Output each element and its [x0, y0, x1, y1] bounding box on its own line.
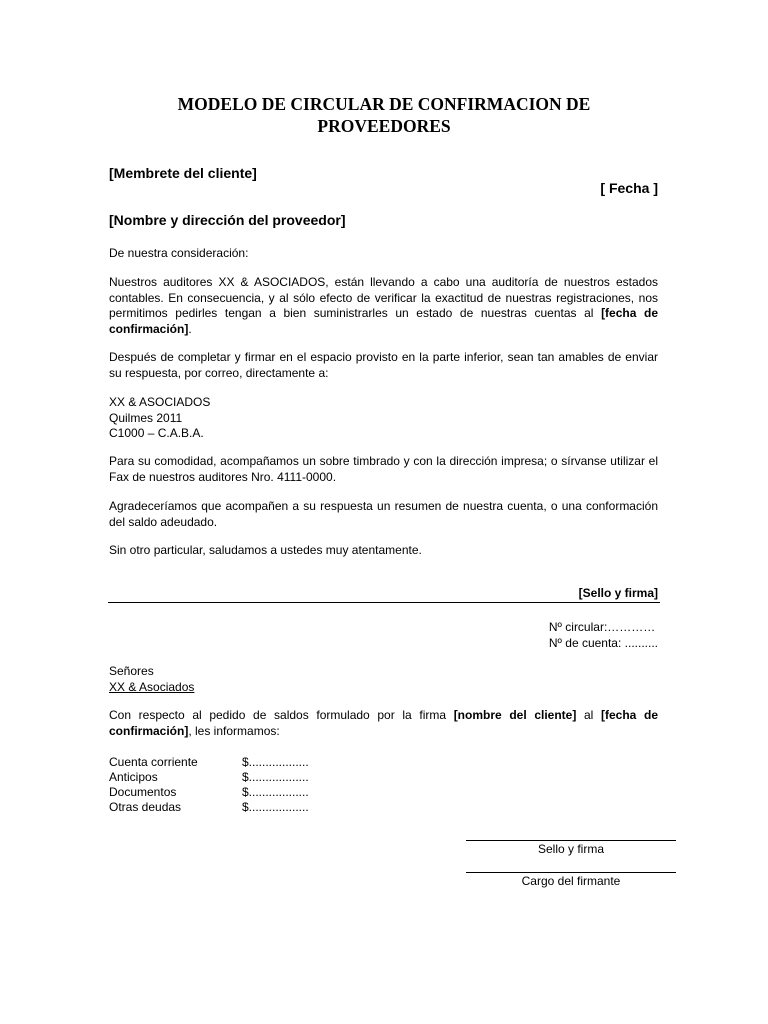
greeting: De nuestra consideración:	[109, 246, 249, 260]
account-label: Anticipos	[109, 770, 158, 784]
paragraph-reply	[109, 708, 658, 739]
account-label: Otras deudas	[109, 800, 182, 814]
document-title: MODELO DE CIRCULAR DE CONFIRMACION DE PROVEEDORES	[177, 94, 591, 136]
account-label: Documentos	[109, 785, 177, 799]
cargo-firmante-label: Cargo del firmante	[521, 874, 621, 888]
paragraph-audit-text: Nuestros auditores XX & ASOCIADOS, están llevando a cabo una auditoría de nuestros estados contables. En consecuencia, y al sólo efecto de verificar la exactitud de nuestras registraciones, nos permitimos pedirles tengan a bien suministrarles un estado de nuestras cuentas al	[109, 275, 658, 320]
account-number: Nº de cuenta: ..........	[548, 635, 658, 650]
fecha-placeholder: [ Fecha ]	[600, 180, 658, 196]
account-row	[109, 800, 309, 815]
reply-text: Con respecto al pedido de saldos formulado por la firma	[109, 708, 454, 722]
reply-connector: al	[576, 708, 601, 722]
paragraph-summary: Agradeceríamos que acompañen a su respuesta un resumen de nuestra cuenta, o una conformación del saldo adeudado.	[109, 499, 658, 529]
fecha-confirmacion-placeholder: [fecha de confirmación]	[109, 306, 659, 336]
account-row	[109, 755, 309, 770]
account-value: $..................	[242, 785, 309, 799]
paragraph-closing: Sin otro particular, saludamos a ustedes muy atentamente.	[109, 543, 422, 557]
cargo-line	[466, 872, 676, 873]
paragraph-envelope: Para su comodidad, acompañamos un sobre timbrado y con la dirección impresa; o sírvanse utilizar el Fax de nuestros auditores Nro. 4111-0000.	[109, 454, 658, 484]
nombre-cliente-placeholder: [nombre del cliente]	[453, 708, 577, 722]
sello-firma-label: Sello y firma	[537, 842, 605, 856]
address-line: XX & ASOCIADOS	[109, 395, 211, 409]
recipient-block	[109, 664, 194, 695]
address-line: C1000 – C.A.B.A.	[109, 426, 204, 440]
account-row	[109, 770, 309, 785]
reply-fecha-placeholder: [fecha de confirmación]	[109, 708, 658, 738]
signature-line	[466, 840, 676, 841]
account-balances	[109, 755, 309, 815]
divider	[108, 602, 660, 603]
account-value: $..................	[242, 755, 309, 769]
proveedor-placeholder: [Nombre y dirección del proveedor]	[109, 212, 346, 228]
account-value: $..................	[242, 800, 309, 814]
reply-end: , les informamos:	[188, 723, 280, 738]
paragraph-instructions: Después de completar y firmar en el espacio provisto en la parte inferior, sean tan amables de enviar su respuesta, por correo, directamente a:	[109, 350, 658, 380]
account-label: Cuenta corriente	[109, 755, 198, 769]
paragraph-audit-end: .	[188, 321, 192, 336]
membrete-placeholder: [Membrete del cliente]	[109, 165, 257, 181]
recipient-name: XX & Asociados	[109, 679, 195, 694]
auditor-address	[109, 395, 210, 442]
address-line: Quilmes 2011	[109, 410, 183, 425]
sello-firma-top: [Sello y firma]	[578, 586, 658, 600]
circular-number: Nº circular:…………	[548, 620, 656, 634]
reference-block	[549, 620, 658, 651]
paragraph-audit	[109, 275, 658, 337]
senores-label: Señores	[109, 664, 154, 678]
account-row	[109, 785, 309, 800]
account-value: $..................	[242, 770, 309, 784]
